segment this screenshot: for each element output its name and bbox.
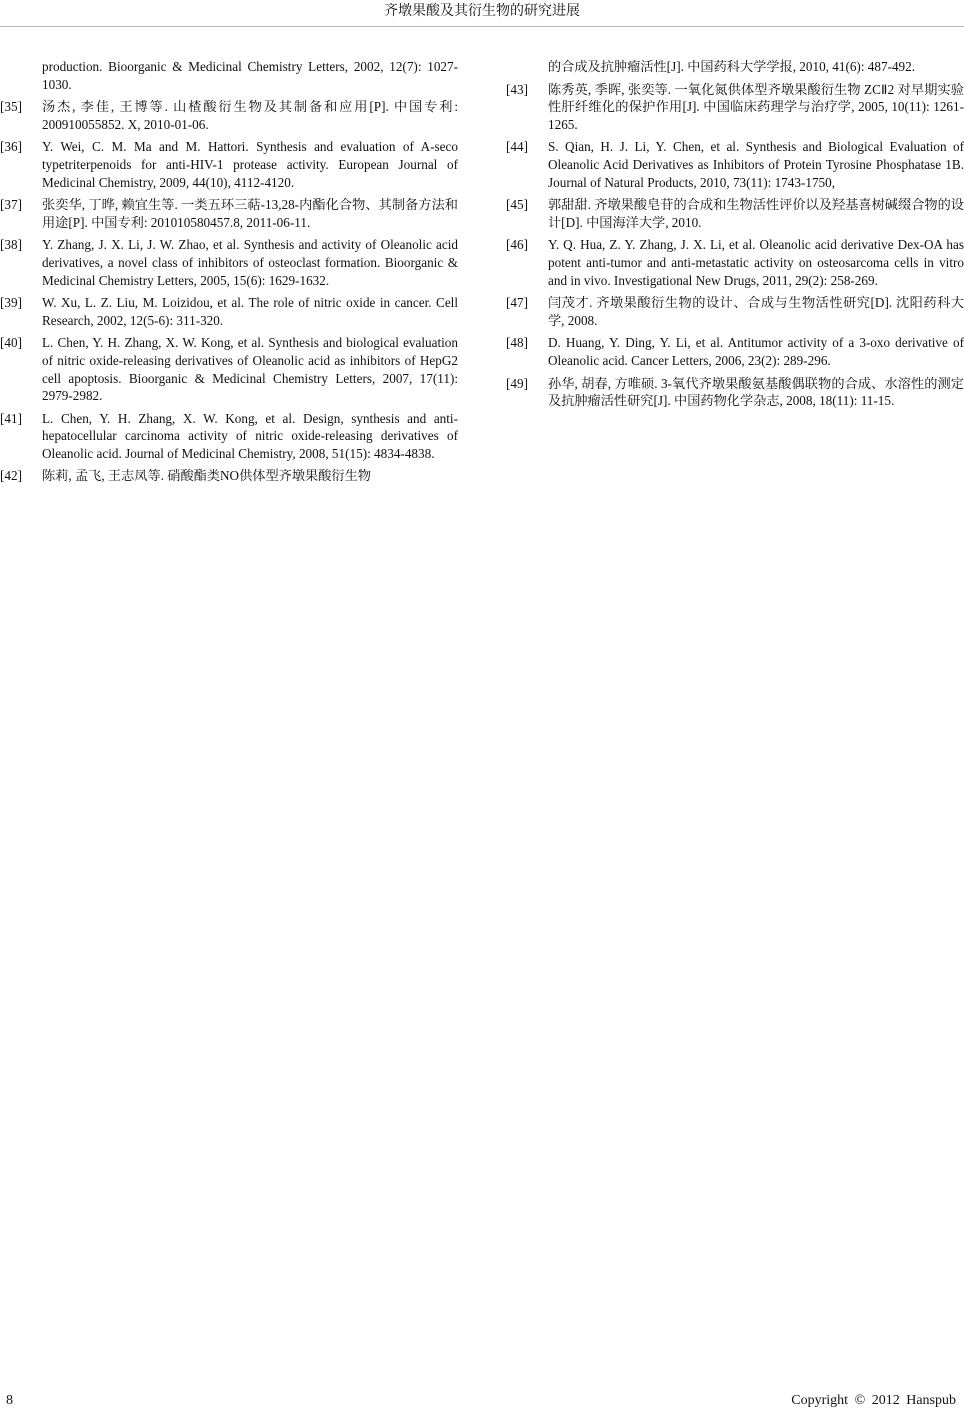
copyright-notice: Copyright © 2012 Hanspub: [791, 1393, 956, 1408]
reference-text: L. Chen, Y. H. Zhang, X. W. Kong, et al. Design, synthesis and anti-hepatocellular carcinoma activity of nitric oxide-releasing derivatives of Oleanolic acid. Journal of Medicinal Chemistry, 2008, 51(15): 4834-4838.: [42, 410, 458, 461]
reference-entry: [0, 98, 458, 133]
reference-text: 张奕华, 丁晔, 赖宜生等. 一类五环三萜-13,28-内酯化合物、其制备方法和用途[P]. 中国专利: 201010580457.8, 2011-06-11.: [42, 197, 458, 230]
right-reference-column: [506, 58, 964, 415]
reference-text: 陈秀英, 季晖, 张奕等. 一氧化氮供体型齐墩果酸衍生物 ZCⅡ2 对早期实验性肝纤维化的保护作用[J]. 中国临床药理学与治疗学, 2005, 10(11): 1261-1265.: [548, 81, 964, 132]
reference-text: 郭甜甜. 齐墩果酸皂苷的合成和生物活性评价以及羟基喜树碱缀合物的设计[D]. 中国海洋大学, 2010.: [548, 197, 964, 230]
reference-text: W. Xu, L. Z. Liu, M. Loizidou, et al. The role of nitric oxide in cancer. Cell Research, 2002, 12(5-6): 311-320.: [42, 295, 458, 328]
reference-text: 陈莉, 孟飞, 王志凤等. 硝酸酯类NO供体型齐墩果酸衍生物: [42, 468, 371, 484]
reference-entry: [506, 294, 964, 329]
reference-text: 闫茂才. 齐墩果酸衍生物的设计、合成与生物活性研究[D]. 沈阳药科大学, 2008.: [548, 295, 964, 328]
reference-text: production. Bioorganic & Medicinal Chemistry Letters, 2002, 12(7): 1027-1030.: [42, 59, 458, 92]
reference-entry: [0, 58, 458, 93]
reference-number: [45]: [506, 197, 528, 213]
reference-text: 孙华, 胡春, 方唯硕. 3-氧代齐墩果酸氨基酸偶联物的合成、水溶性的测定及抗肿瘤活性研究[J]. 中国药物化学杂志, 2008, 18(11): 11-15.: [548, 375, 964, 409]
reference-number: [41]: [0, 410, 22, 426]
reference-number: [48]: [506, 335, 528, 351]
reference-text: Y. Wei, C. M. Ma and M. Hattori. Synthesis and evaluation of A-seco typetriterpenoids for anti-HIV-1 protease activity. European Journal of Medicinal Chemistry, 2009, 44(10), 4112-4120.: [42, 139, 458, 190]
reference-entry: [506, 138, 964, 191]
reference-text: Y. Q. Hua, Z. Y. Zhang, J. X. Li, et al. Oleanolic acid derivative Dex-OA has potent anti-tumor and anti-metastatic activity on osteosarcoma cells in vitro and in vivo. Investigational New Drugs, 2011, 29(2): 258-269.: [548, 237, 964, 288]
reference-entry: [0, 196, 458, 231]
reference-number: [44]: [506, 139, 528, 155]
reference-entry: [506, 375, 964, 410]
reference-entry: [506, 196, 964, 231]
running-header-title: 齐墩果酸及其衍生物的研究进展: [384, 3, 580, 19]
reference-number: [37]: [0, 197, 22, 213]
reference-entry: [0, 236, 458, 289]
reference-entry: [0, 334, 458, 404]
reference-text: D. Huang, Y. Ding, Y. Li, et al. Antitumor activity of a 3-oxo derivative of Oleanolic acid. Cancer Letters, 2006, 23(2): 289-296.: [548, 335, 964, 368]
left-reference-column: [0, 58, 458, 490]
reference-number: [36]: [0, 139, 22, 155]
reference-number: [42]: [0, 468, 22, 484]
running-header: [0, 0, 964, 27]
reference-entry: [0, 467, 458, 485]
reference-entry: [0, 410, 458, 463]
reference-entry: [0, 138, 458, 191]
reference-text: 汤杰, 李佳, 王博等. 山楂酸衍生物及其制备和应用[P]. 中国专利: 200910055852. X, 2010-01-06.: [42, 99, 458, 132]
reference-entry: [506, 81, 964, 134]
reference-number: [43]: [506, 81, 528, 97]
reference-number: [47]: [506, 295, 528, 311]
reference-entry: [506, 58, 964, 76]
reference-number: [38]: [0, 237, 22, 253]
reference-text: L. Chen, Y. H. Zhang, X. W. Kong, et al. Synthesis and biological evaluation of nitric oxide-releasing derivatives of Oleanolic acid as inhibitors of HepG2 cell apoptosis. Bioorganic & Medicinal Chemistry Letters, 2007, 17(11): 2979-2982.: [42, 335, 458, 404]
reference-text: S. Qian, H. J. Li, Y. Chen, et al. Synthesis and Biological Evaluation of Oleanolic Acid Derivatives as Inhibitors of Protein Tyrosine Phosphatase 1B. Journal of Natural Products, 2010, 73(11): 1743-1750,: [548, 139, 964, 190]
reference-number: [46]: [506, 237, 528, 253]
reference-entry: [506, 334, 964, 369]
reference-number: [39]: [0, 295, 22, 311]
reference-text: 的合成及抗肿瘤活性[J]. 中国药科大学学报, 2010, 41(6): 487-492.: [548, 59, 916, 74]
reference-number: [49]: [506, 375, 528, 391]
reference-entry: [506, 236, 964, 289]
reference-number: [40]: [0, 335, 22, 351]
reference-number: [35]: [0, 99, 22, 115]
reference-entry: [0, 294, 458, 329]
reference-text: Y. Zhang, J. X. Li, J. W. Zhao, et al. Synthesis and activity of Oleanolic acid derivatives, a novel class of inhibitors of osteoclast formation. Bioorganic & Medicinal Chemistry Letters, 2005, 15(6): 1629-1632.: [42, 237, 458, 288]
page-number: 8: [6, 1393, 13, 1408]
